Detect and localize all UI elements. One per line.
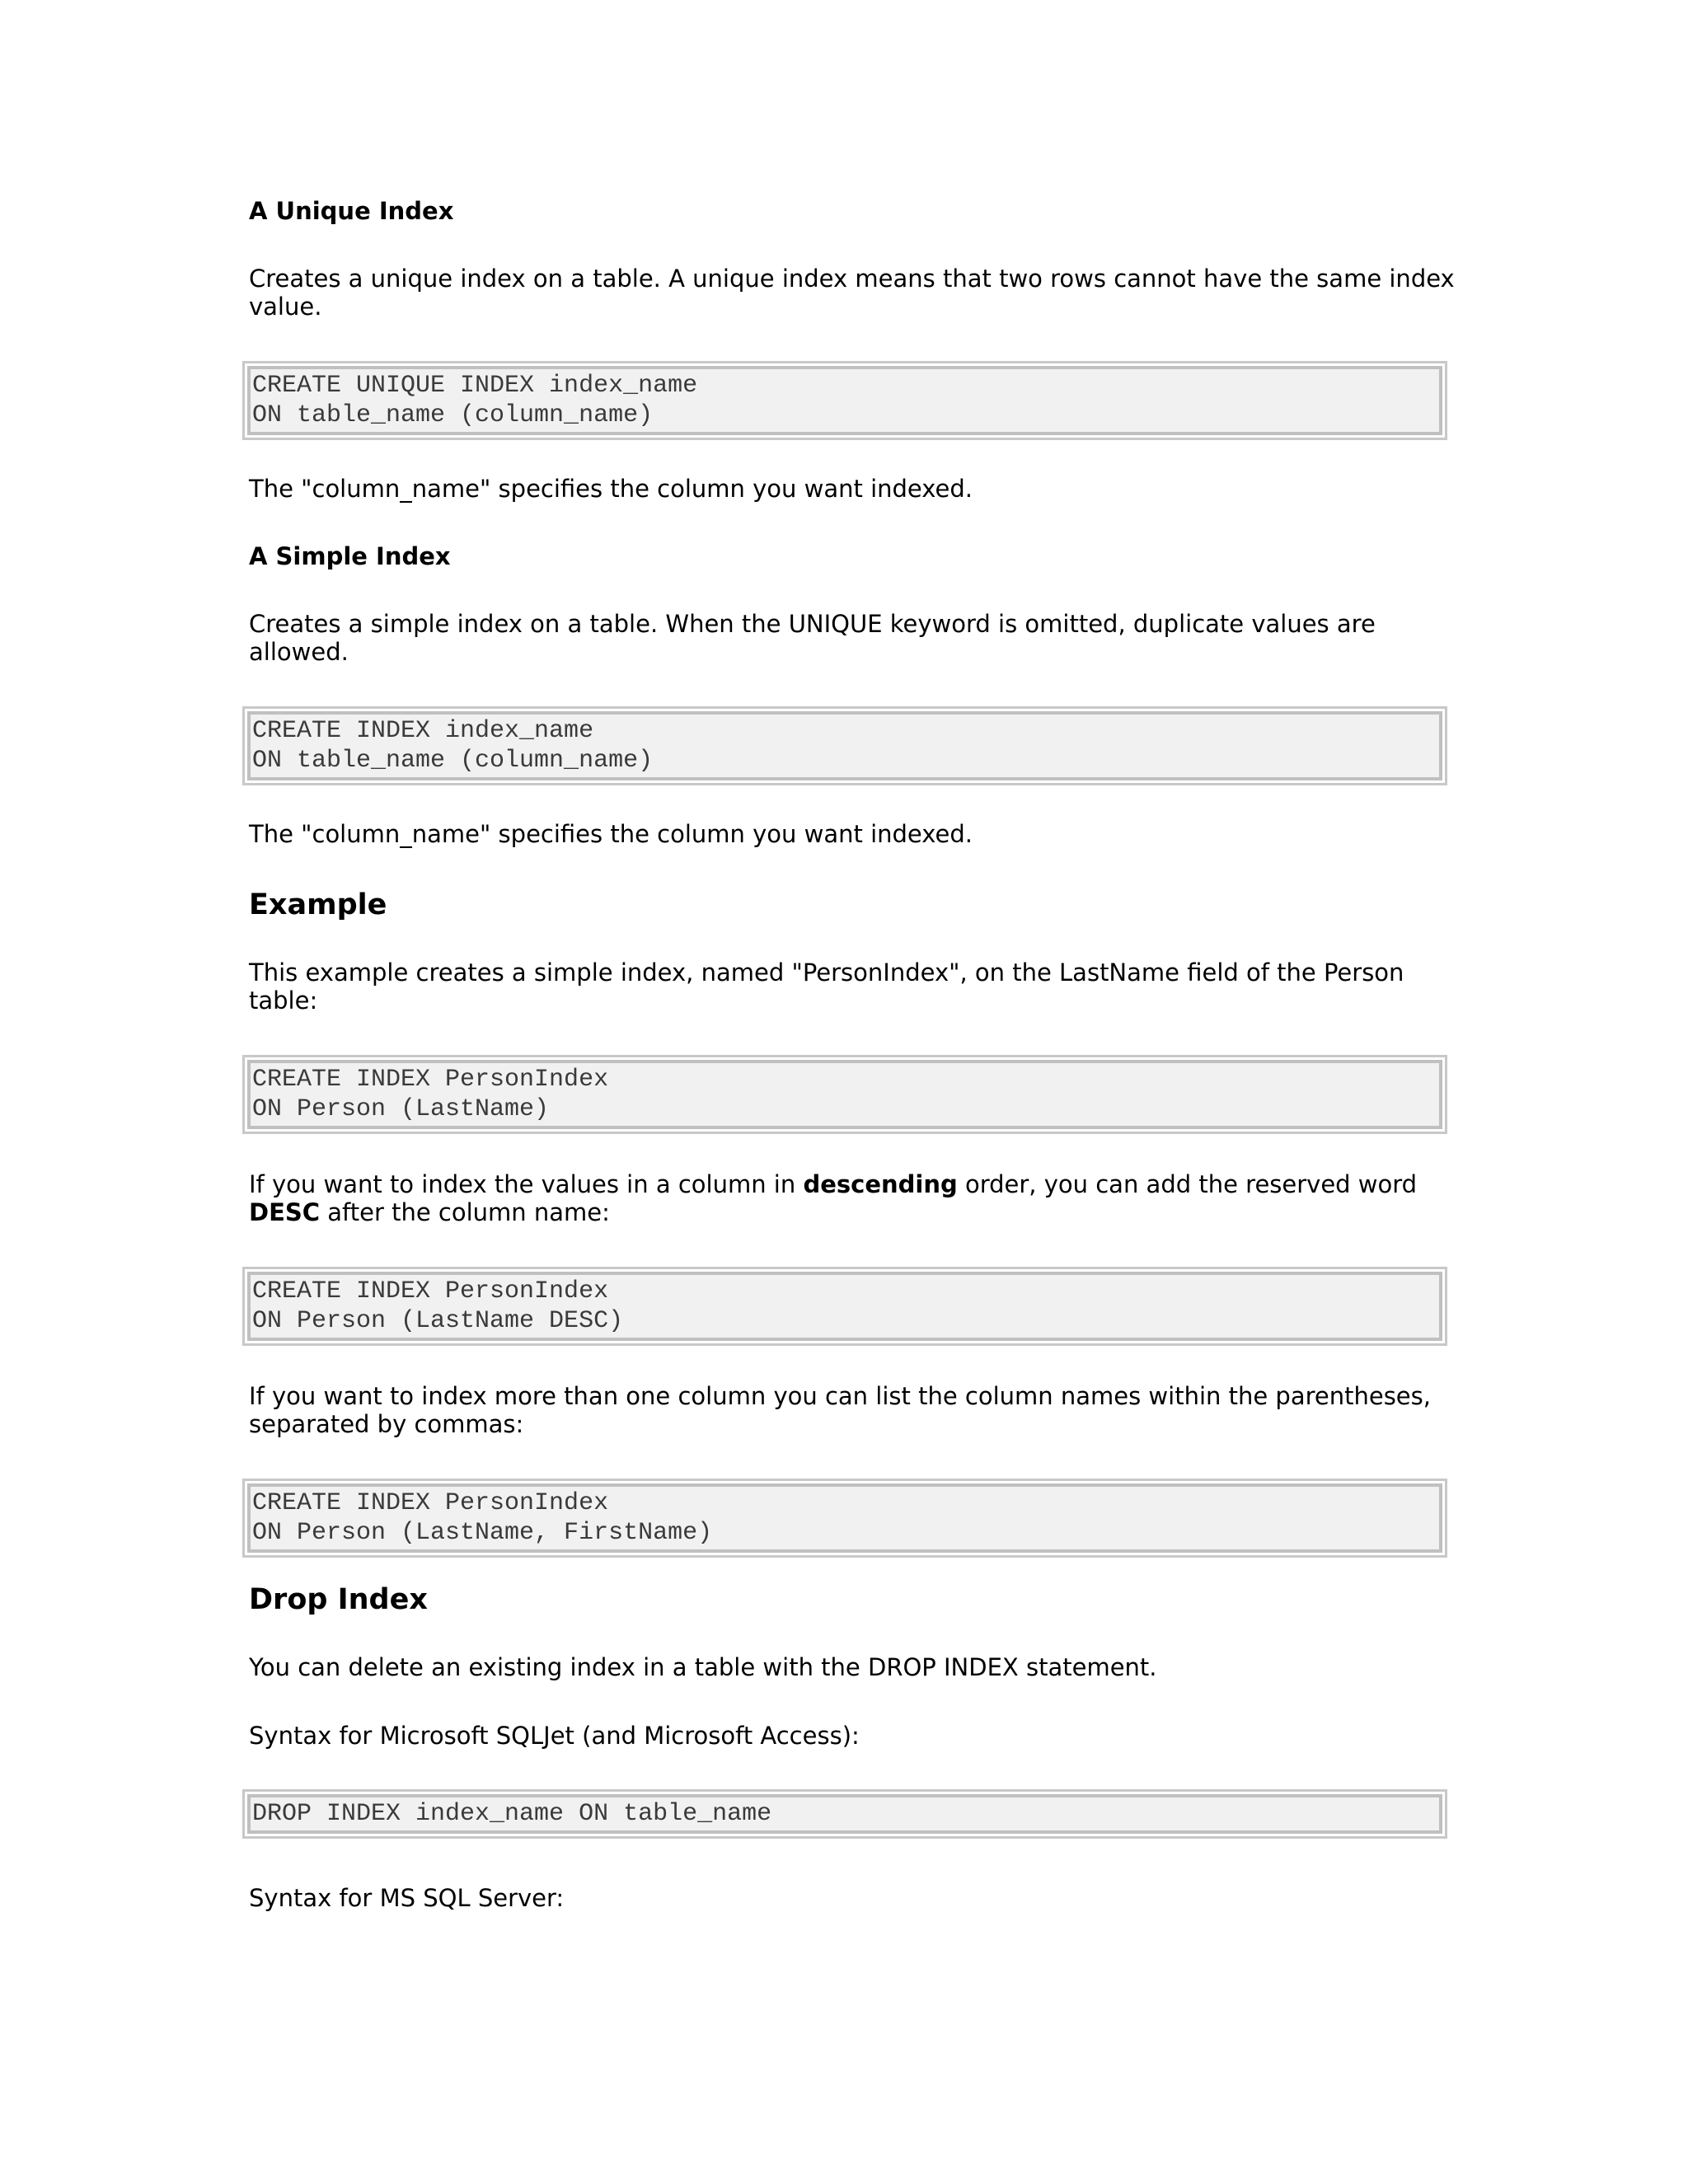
code-line: CREATE INDEX PersonIndex [252,1066,609,1094]
bold-desc-keyword: DESC [249,1198,321,1226]
code-line: CREATE INDEX PersonIndex [252,1277,609,1305]
code-line: ON Person (LastName, FirstName) [252,1519,713,1547]
code-block-descending [242,1267,1447,1346]
heading-simple-index: A Simple Index [249,542,451,570]
code-block-drop-access [242,1789,1447,1839]
text-segment: after the column name: [320,1198,610,1226]
code-line: ON Person (LastName DESC) [252,1307,624,1335]
code-block-multi-column [242,1479,1447,1558]
code-line: DROP INDEX index_name ON table_name [252,1800,772,1828]
heading-unique-index: A Unique Index [249,197,454,225]
heading-example: Example [249,888,387,921]
text-segment: If you want to index the values in a column in [249,1170,804,1198]
code-block-simple-index [242,706,1447,785]
code-line: ON table_name (column_name) [252,401,654,429]
simple-index-note: The "column_name" specifies the column you want indexed. [249,820,973,848]
simple-index-description: Creates a simple index on a table. When the UNIQUE keyword is omitted, duplicate values are allowed. [249,610,1376,666]
unique-index-description: Creates a unique index on a table. A unique index means that two rows cannot have the same index value. [249,265,1455,321]
descending-description [249,1170,1469,1226]
code-line: CREATE INDEX index_name [252,717,594,745]
code-line: ON Person (LastName) [252,1095,550,1123]
unique-index-note: The "column_name" specifies the column you want indexed. [249,475,973,503]
heading-drop-index: Drop Index [249,1583,428,1616]
bold-descending: descending [803,1170,958,1198]
text-segment: order, you can add the reserved word [957,1170,1418,1198]
code-line: CREATE UNIQUE INDEX index_name [252,372,698,400]
access-syntax-label: Syntax for Microsoft SQLJet (and Microsoft Access): [249,1722,860,1750]
code-block-unique-index [242,361,1447,440]
drop-index-description: You can delete an existing index in a table with the DROP INDEX statement. [249,1653,1157,1681]
code-line: ON table_name (column_name) [252,747,654,775]
code-line: CREATE INDEX PersonIndex [252,1489,609,1517]
code-block-example [242,1055,1447,1134]
example-description: This example creates a simple index, named "PersonIndex", on the LastName field of the Person table: [249,958,1404,1015]
sqlserver-syntax-label: Syntax for MS SQL Server: [249,1884,565,1912]
multi-column-description: If you want to index more than one column you can list the column names within the parentheses, separated by commas: [249,1382,1431,1438]
